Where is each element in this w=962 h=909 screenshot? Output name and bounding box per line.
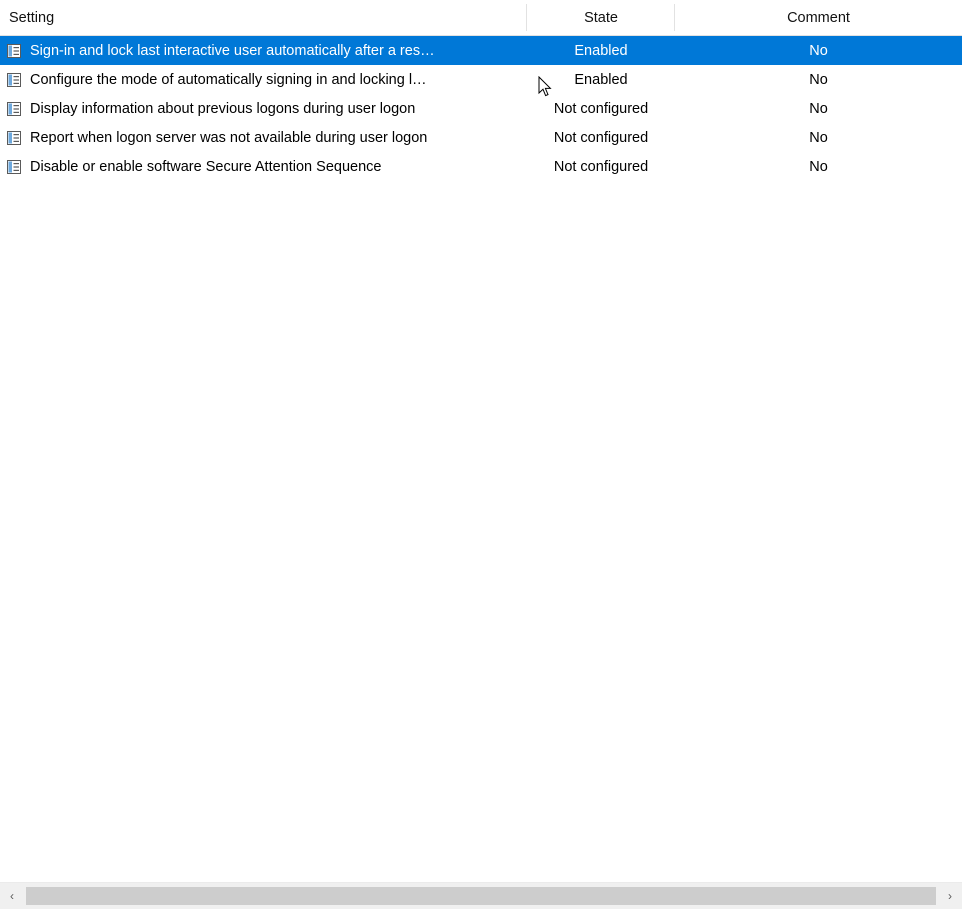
horizontal-scrollbar[interactable] (0, 882, 962, 909)
scrollbar-track[interactable] (24, 883, 938, 909)
policy-setting-icon (6, 159, 22, 175)
policy-setting-icon (6, 101, 22, 117)
scroll-right-arrow-icon[interactable]: › (938, 883, 962, 909)
row-setting-label: Report when logon server was not available during user logon (30, 129, 428, 146)
column-header-state-label: State (584, 9, 618, 26)
row-comment-cell: No (809, 129, 828, 146)
column-header-setting-label: Setting (9, 9, 55, 26)
row-setting-cell (0, 43, 527, 59)
row-comment-cell: No (809, 42, 828, 59)
policy-setting-icon (6, 72, 22, 88)
policy-setting-icon (6, 130, 22, 146)
listview-rows (0, 36, 962, 882)
policy-setting-icon (6, 43, 22, 59)
row-setting-label: Disable or enable software Secure Attention Sequence (30, 158, 382, 175)
table-row[interactable] (0, 94, 962, 123)
row-setting-cell (0, 130, 527, 146)
column-header-state[interactable] (527, 0, 675, 35)
scrollbar-thumb[interactable] (26, 887, 936, 905)
row-comment-cell: No (809, 71, 828, 88)
row-state-cell: Not configured (553, 129, 649, 146)
row-setting-label: Display information about previous logons during user logon (30, 100, 416, 117)
row-setting-cell (0, 159, 527, 175)
row-setting-label: Configure the mode of automatically signing in and locking l… (30, 71, 427, 88)
column-header-comment[interactable] (675, 0, 962, 35)
row-state-cell: Enabled (574, 71, 628, 88)
column-header-setting[interactable] (0, 0, 527, 35)
row-state-cell: Not configured (553, 158, 649, 175)
table-row[interactable] (0, 152, 962, 181)
row-setting-cell (0, 101, 527, 117)
row-state-cell: Enabled (574, 42, 628, 59)
row-comment-cell: No (809, 158, 828, 175)
row-setting-cell (0, 72, 527, 88)
listview-header (0, 0, 962, 36)
table-row[interactable] (0, 123, 962, 152)
scroll-left-arrow-icon[interactable]: ‹ (0, 883, 24, 909)
table-row[interactable] (0, 36, 962, 65)
column-header-comment-label: Comment (787, 9, 850, 26)
row-setting-label: Sign-in and lock last interactive user automatically after a res… (30, 42, 435, 59)
row-state-cell: Not configured (553, 100, 649, 117)
row-comment-cell: No (809, 100, 828, 117)
table-row[interactable] (0, 65, 962, 94)
